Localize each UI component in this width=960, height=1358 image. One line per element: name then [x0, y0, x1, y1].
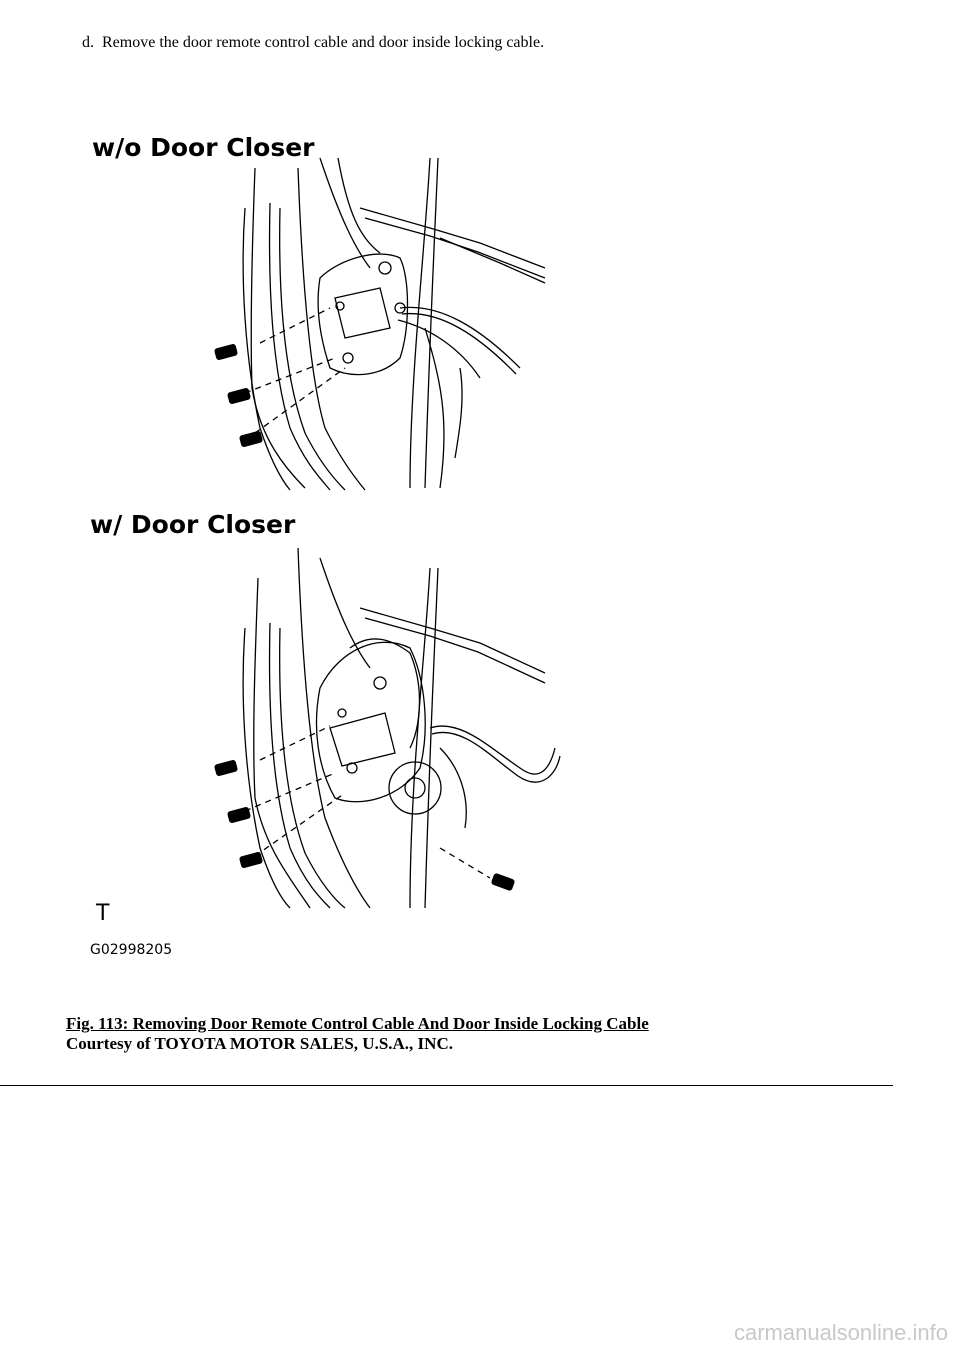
top-bolts — [214, 343, 263, 447]
step-instruction: d. Remove the door remote control cable and door inside locking cable. — [82, 34, 545, 51]
figure-mark: T — [96, 901, 110, 926]
door-lock-figure — [80, 128, 600, 968]
label-with-door-closer: w/ Door Closer — [90, 510, 296, 539]
bottom-bolts — [214, 759, 516, 891]
top-door-drawing — [243, 158, 545, 490]
label-without-door-closer: w/o Door Closer — [92, 133, 315, 162]
figure-caption-link[interactable]: Fig. 113: Removing Door Remote Control Cable And Door Inside Locking Cable — [66, 1014, 649, 1033]
watermark: carmanualsonline.info — [733, 1320, 948, 1345]
figure-credit: Courtesy of TOYOTA MOTOR SALES, U.S.A., INC. — [66, 1034, 453, 1053]
door-lock-illustration — [80, 128, 600, 968]
section-divider — [0, 1085, 893, 1086]
illustration-id: G02998205 — [90, 942, 173, 958]
bottom-door-drawing — [243, 548, 560, 908]
